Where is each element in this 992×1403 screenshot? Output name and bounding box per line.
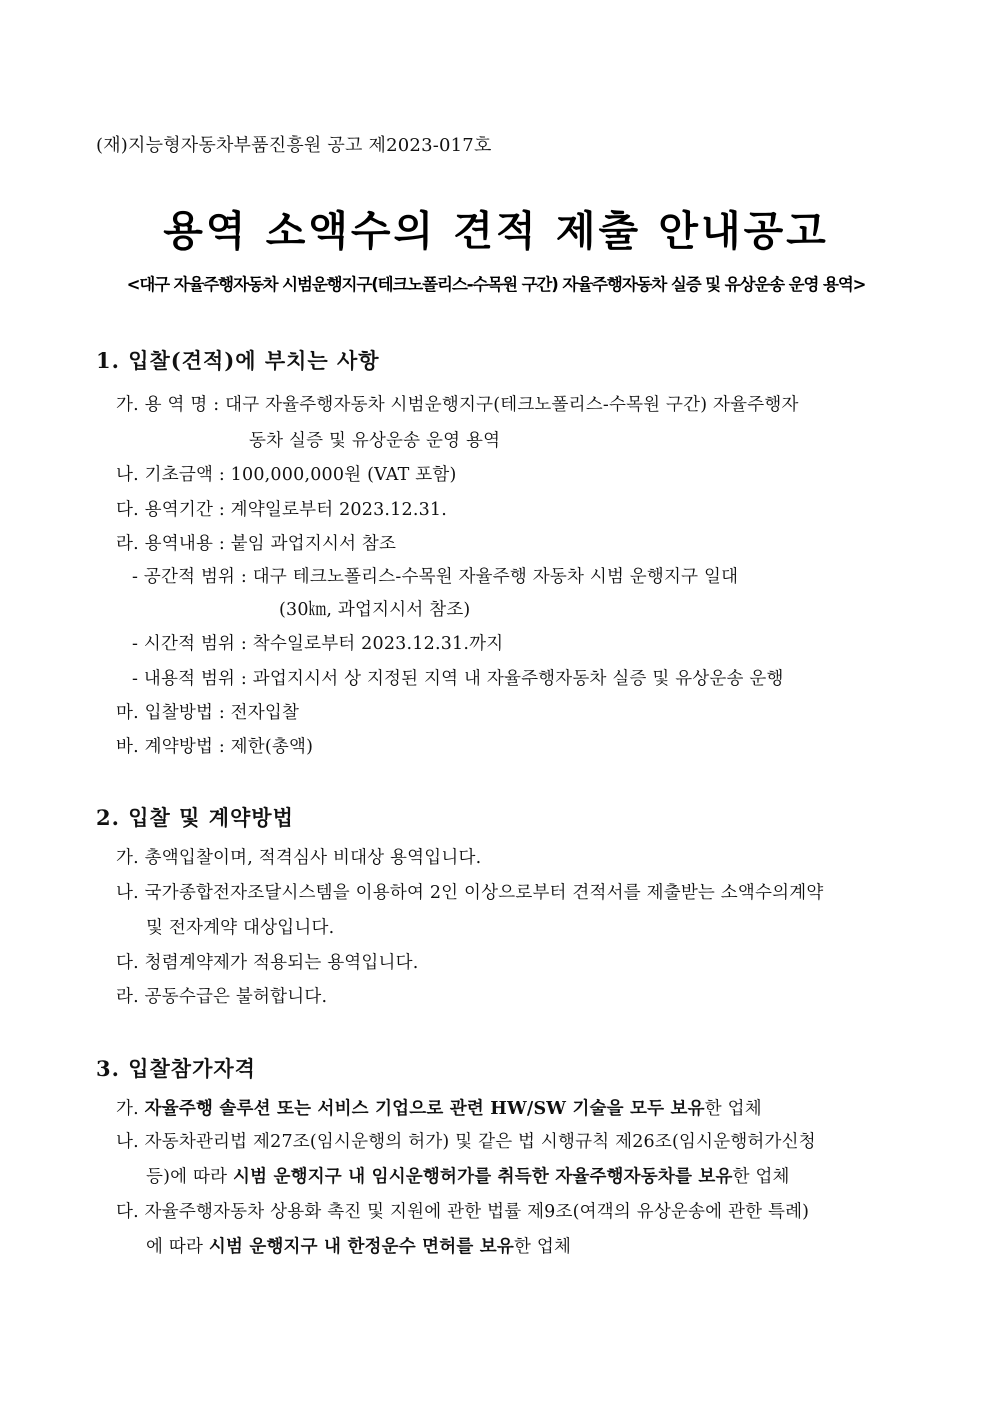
page-subtitle: <대구 자율주행자동차 시범운행지구(테크노폴리스-수목원 구간) 자율주행자동차 실증 및 유상운송 운영 용역> xyxy=(126,275,866,294)
section2-heading: 2. 입찰 및 계약방법 xyxy=(96,805,294,830)
notice-number: (재)지능형자동차부품진흥원 공고 제2023-017호 xyxy=(96,135,492,156)
spatial-scope-line2: (30㎞, 과업지시서 참조) xyxy=(279,600,471,620)
section3-item-na-line2-suffix: 한 업체 xyxy=(732,1167,790,1187)
section2-item-ga: 가. 총액입찰이며, 적격심사 비대상 용역입니다. xyxy=(116,848,482,868)
bid-method: 마. 입찰방법 : 전자입찰 xyxy=(116,703,300,723)
contract-method: 바. 계약방법 : 제한(총액) xyxy=(116,737,314,757)
section2-item-na-line1: 나. 국가종합전자조달시스템을 이용하여 2인 이상으로부터 견적서를 제출받는 소액수의계약 xyxy=(116,883,824,903)
service-period: 다. 용역기간 : 계약일로부터 2023.12.31. xyxy=(116,500,448,520)
content-scope: - 내용적 범위 : 과업지시서 상 지정된 지역 내 자율주행자동차 실증 및 유상운송 운행 xyxy=(132,669,784,689)
section2-item-na-line2: 및 전자계약 대상입니다. xyxy=(146,918,335,938)
section3-item-ga-bold: 자율주행 솔루션 또는 서비스 기업으로 관련 HW/SW 기술을 모두 보유 xyxy=(144,1099,705,1119)
base-amount: 나. 기초금액 : 100,000,000원 (VAT 포함) xyxy=(116,465,457,485)
section3-item-na-line1: 나. 자동차관리법 제27조(임시운행의 허가) 및 같은 법 시행규칙 제26조(임시운행허가신청 xyxy=(116,1132,816,1152)
section3-item-da-line1: 다. 자율주행자동차 상용화 촉진 및 지원에 관한 법률 제9조(여객의 유상운송에 관한 특례) xyxy=(116,1202,810,1222)
section3-item-na-line2-bold: 시범 운행지구 내 임시운행허가를 취득한 자율주행자동차를 보유 xyxy=(232,1167,733,1187)
section3-item-da-line2-prefix: 에 따라 xyxy=(146,1237,209,1257)
section3-item-da-line2-bold: 시범 운행지구 내 한정운수 면허를 보유 xyxy=(208,1237,514,1257)
section3-item-ga-suffix: 한 업체 xyxy=(704,1099,762,1119)
section3-heading: 3. 입찰참가자격 xyxy=(96,1056,256,1081)
service-content: 라. 용역내용 : 붙임 과업지시서 참조 xyxy=(116,534,397,554)
section1-heading: 1. 입찰(견적)에 부치는 사항 xyxy=(96,348,380,373)
section3-item-da-line2 xyxy=(146,1235,571,1259)
service-name-line2: 동차 실증 및 유상운송 운영 용역 xyxy=(249,431,501,451)
section3-item-na-line2-prefix: 등)에 따라 xyxy=(146,1167,233,1187)
section2-item-da: 다. 청렴계약제가 적용되는 용역입니다. xyxy=(116,953,419,973)
section3-item-ga-prefix: 가. xyxy=(116,1099,145,1119)
temporal-scope: - 시간적 범위 : 착수일로부터 2023.12.31.까지 xyxy=(132,634,504,654)
section2-item-ra: 라. 공동수급은 불허합니다. xyxy=(116,987,328,1007)
page-title: 용역 소액수의 견적 제출 안내공고 xyxy=(163,207,829,255)
section3-item-da-line2-suffix: 한 업체 xyxy=(514,1237,572,1257)
spatial-scope-line1: - 공간적 범위 : 대구 테크노폴리스-수목원 자율주행 자동차 시범 운행지구 일대 xyxy=(132,567,739,587)
service-name-line1: 가. 용 역 명 : 대구 자율주행자동차 시범운행지구(테크노폴리스-수목원 구간) 자율주행자 xyxy=(116,395,799,415)
section3-item-ga xyxy=(116,1097,762,1121)
section3-item-na-line2 xyxy=(146,1165,790,1189)
